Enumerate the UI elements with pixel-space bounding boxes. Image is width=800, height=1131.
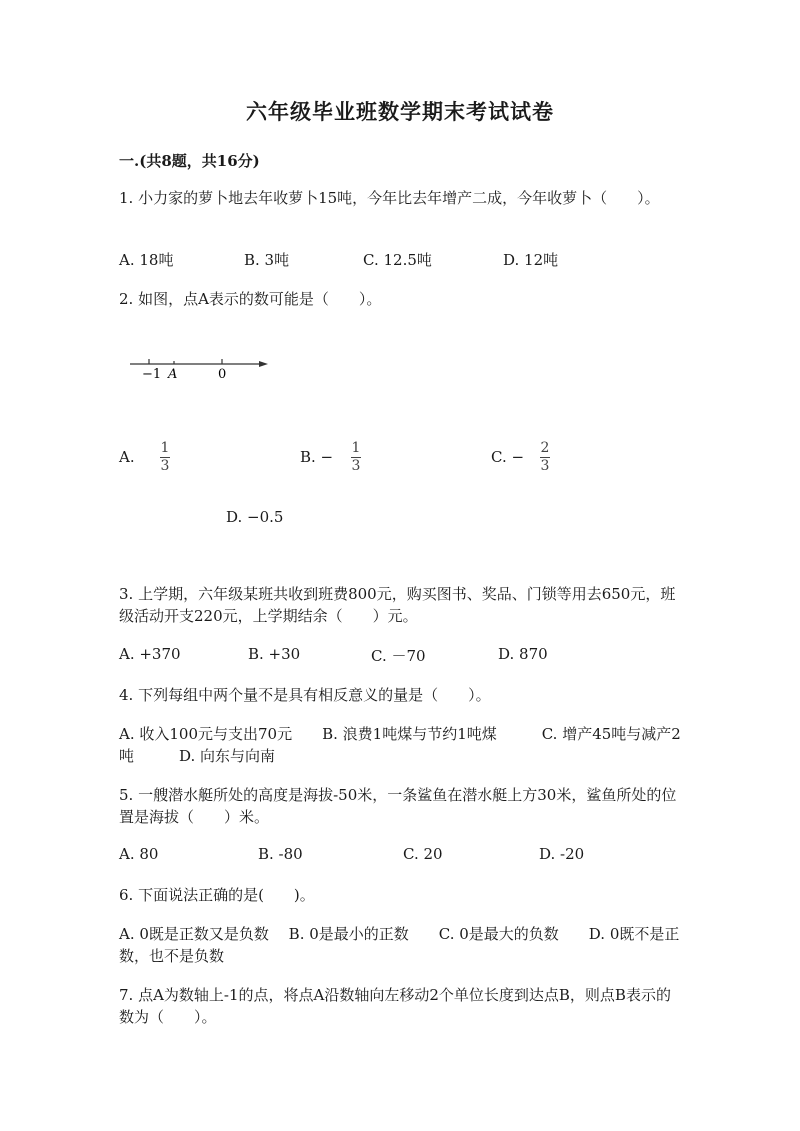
label-zero: 0 [218,367,227,382]
q4-options[interactable]: A. 收入100元与支出70元 B. 浪费1吨煤与节约1吨煤 C. 增产45吨与减产2吨 D. 向东与向南 [119,725,681,765]
question-6-text: 6. 下面说法正确的是( )。 [119,886,315,904]
page-title: 六年级毕业班数学期末考试试卷 [246,99,554,124]
q5-option-b[interactable]: B. -80 [258,845,303,863]
q2-option-d[interactable]: D. −0.5 [226,508,284,526]
q3-option-d[interactable]: D. 870 [498,645,548,663]
fraction-denominator: 3 [160,458,170,474]
question-3-text: 3. 上学期，六年级某班共收到班费800元，购买图书、奖品、门锁等用去650元，班级活动开支220元，上学期结余（ ）元。 [119,585,676,625]
q5-option-c[interactable]: C. 20 [403,845,443,863]
q2-option-a-fraction [160,441,170,474]
number-line-figure [125,350,275,382]
fraction-numerator: 1 [160,440,170,456]
q1-option-c[interactable]: C. 12.5吨 [363,251,432,269]
question-2-text: 2. 如图，点A表示的数可能是（ ）。 [119,290,382,308]
section-heading: 一.(共8题，共16分) [119,152,260,170]
fraction-numerator: 1 [351,440,361,456]
q3-option-a[interactable]: A. +370 [119,645,181,663]
q1-option-d[interactable]: D. 12吨 [503,251,559,269]
fraction-denominator: 3 [540,458,550,474]
question-5-text: 5. 一艘潜水艇所处的高度是海拔-50米，一条鲨鱼在潜水艇上方30米，鲨鱼所处的位置是海拔（ ）米。 [119,786,677,826]
q1-option-b[interactable]: B. 3吨 [244,251,290,269]
number-line-arrow [259,361,268,367]
q3-option-b[interactable]: B. +30 [248,645,301,663]
q3-option-c[interactable]: C. －70 [371,647,426,665]
q2-option-c-fraction [540,441,550,474]
q6-options[interactable]: A. 0既是正数又是负数 B. 0是最小的正数 C. 0是最大的负数 D. 0既不是正数，也不是负数 [119,925,680,965]
question-4-text: 4. 下列每组中两个量不是具有相反意义的量是（ ）。 [119,686,491,704]
fraction-numerator: 2 [540,440,550,456]
question-1-text: 1. 小力家的萝卜地去年收萝卜15吨，今年比去年增产二成，今年收萝卜（ ）。 [119,189,660,207]
q5-option-a[interactable]: A. 80 [119,845,159,863]
q2-option-b-fraction [351,441,361,474]
fraction-denominator: 3 [351,458,361,474]
question-7-text: 7. 点A为数轴上-1的点，将点A沿数轴向左移动2个单位长度到达点B，则点B表示的数为（ ）。 [119,986,671,1026]
label-minus-one: −1 [142,367,162,382]
q1-option-a[interactable]: A. 18吨 [119,251,174,269]
q5-option-d[interactable]: D. -20 [539,845,585,863]
q2-option-a-prefix[interactable]: A. [119,448,135,466]
q2-option-c-prefix[interactable]: C. − [491,448,525,466]
label-point-a: A [168,367,178,382]
q2-option-b-prefix[interactable]: B. − [300,448,334,466]
